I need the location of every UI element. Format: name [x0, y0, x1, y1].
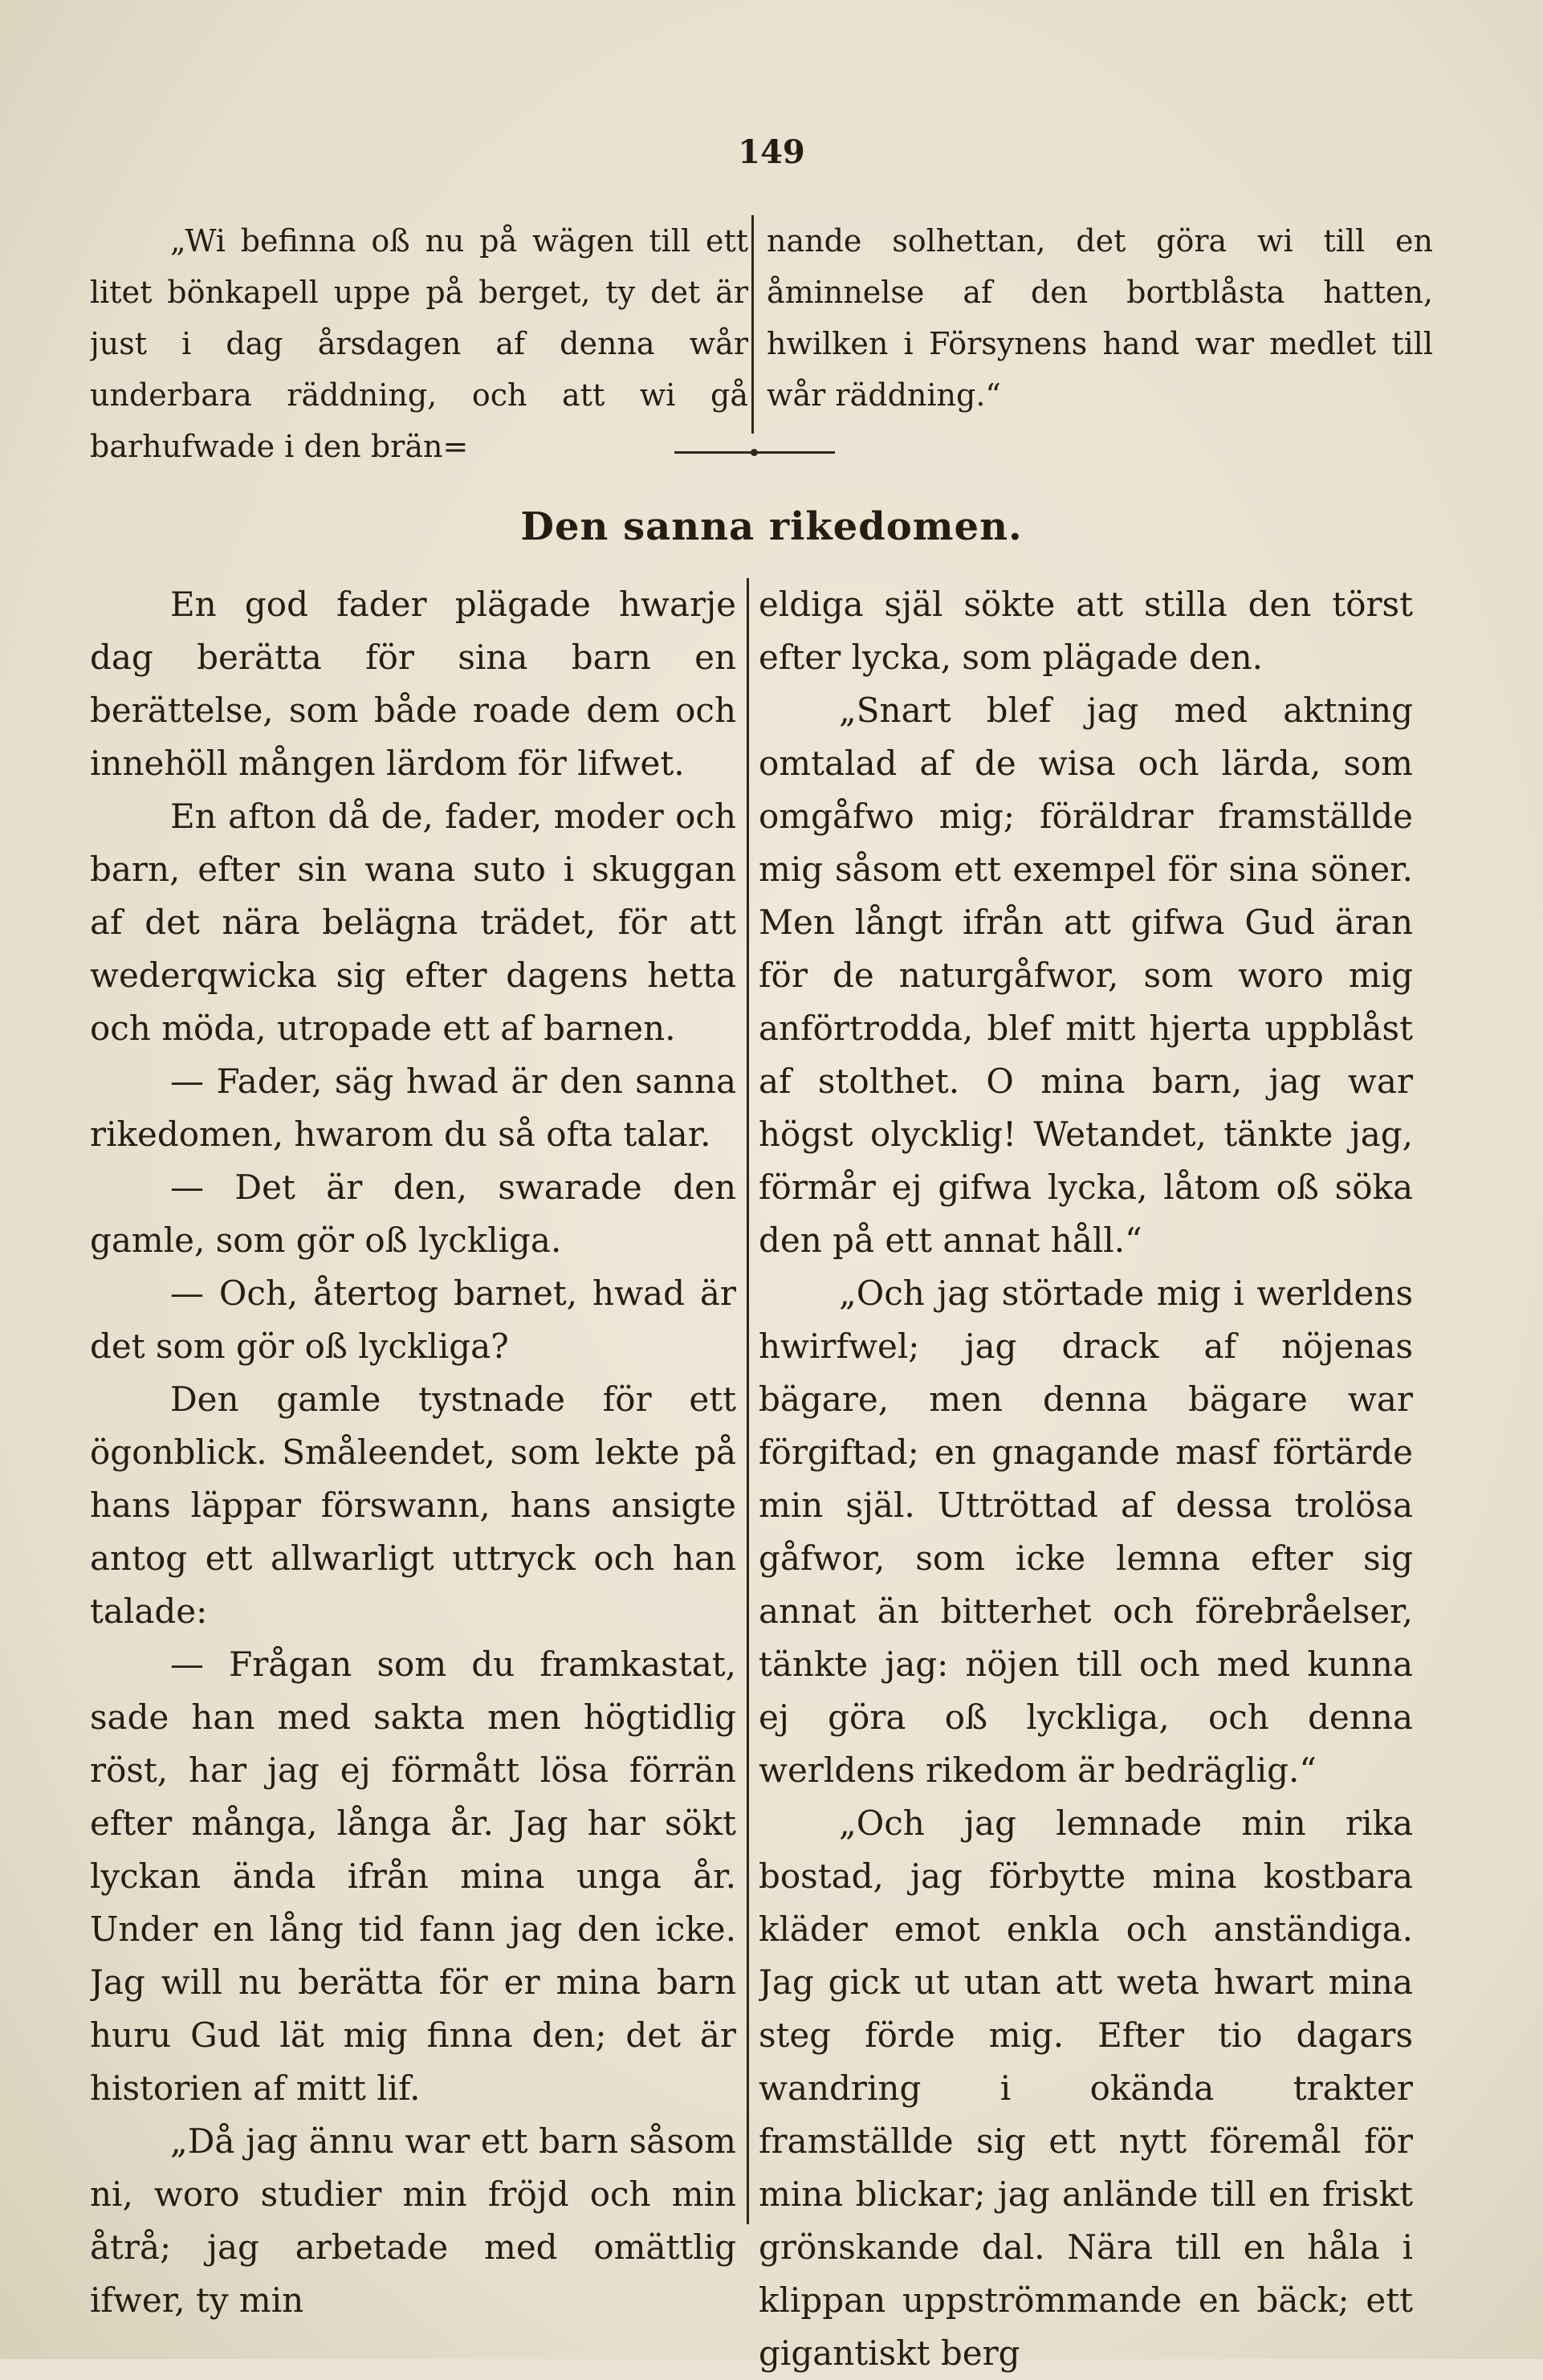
paragraph: En god fader plägade hwarje dag berätta för sina barn en berättelse, som både roade dem och innehöll mången lärdom för lifwet. [90, 585, 736, 783]
paragraph: „Och jag störtade mig i werldens hwirfwel; jag drack af nöjenas bägare, men denna bägare war förgiftad; en gnagande masf förtärde min själ. Uttröttad af dessa trolösa gåfwor, som icke lemna efter sig annat än bitterhet och förebråelser, tänkte jag: nöjen till och med kunna ej göra oß lyckliga, och denna werldens rikedom är bedräglig.“ [759, 1274, 1413, 1790]
paragraph: — Fader, säg hwad är den sanna rikedomen, hwarom du så ofta talar. [90, 1062, 736, 1154]
right-column [759, 578, 1413, 2380]
top-right-paragraph: nande solhettan, det göra wi till en åminnelse af den bortblåsta hatten, hwilken i Försynens hand war medlet till wår räddning.“ [767, 223, 1433, 413]
paragraph: „Då jag ännu war ett barn såsom ni, woro studier min fröjd och min åtrå; jag arbetade med omättlig ifwer, ty min [90, 2121, 736, 2320]
column-rule-main [747, 578, 749, 2224]
left-column [90, 578, 736, 2327]
column-rule-top [751, 215, 754, 434]
paragraph: „Och jag lemnade min rika bostad, jag förbytte mina kostbara kläder emot enkla och anständiga. Jag gick ut utan att weta hwart mina steg förde mig. Efter tio dagars wandring i okända trakter framställde sig ett nytt föremål för mina blickar; jag anlände till en friskt grönskande dal. Nära till en håla i klippan uppströmmande en bäck; ett gigantiskt berg [759, 1803, 1413, 2373]
paragraph: eldiga själ sökte att stilla den törst efter lycka, som plägade den. [759, 585, 1413, 677]
top-right-column [767, 215, 1433, 421]
paragraph: En afton då de, fader, moder och barn, efter sin wana suto i skuggan af det nära belägna trädet, för att wederqwicka sig efter dagens hetta och möda, utropade ett af barnen. [90, 797, 736, 1048]
paragraph: — Och, återtog barnet, hwad är det som gör oß lyckliga? [90, 1274, 736, 1366]
top-left-column [90, 215, 748, 472]
paragraph: — Det är den, swarade den gamle, som gör oß lyckliga. [90, 1168, 736, 1260]
top-left-paragraph: „Wi befinna oß nu på wägen till ett litet bönkapell uppe på berget, ty det är just i dag årsdagen af denna wår underbara räddning, och att wi gå barhufwade i den brän= [90, 223, 748, 464]
story-title: Den sanna rikedomen. [520, 504, 1023, 549]
paragraph: Den gamle tystnade för ett ögonblick. Småleendet, som lekte på hans läppar förswann, hans ansigte antog ett allwarligt uttryck och han talade: [90, 1380, 736, 1631]
section-divider-ornament [674, 451, 835, 454]
paragraph: — Frågan som du framkastat, sade han med sakta men högtidlig röst, har jag ej förmått lösa förrän efter många, långa år. Jag har sökt lyckan ända ifrån mina unga år. Under en lång tid fann jag den icke. Jag will nu berätta för er mina barn huru Gud lät mig finna den; det är historien af mitt lif. [90, 1644, 736, 2108]
paragraph: „Snart blef jag med aktning omtalad af de wisa och lärda, som omgåfwo mig; föräldrar framställde mig såsom ett exempel för sina söner. Men långt ifrån att gifwa Gud äran för de naturgåfwor, som woro mig anförtrodda, blef mitt hjerta uppblåst af stolthet. O mina barn, jag war högst olycklig! Wetandet, tänkte jag, förmår ej gifwa lycka, låtom oß söka den på ett annat håll.“ [759, 691, 1413, 1260]
page-number: 149 [738, 133, 805, 171]
